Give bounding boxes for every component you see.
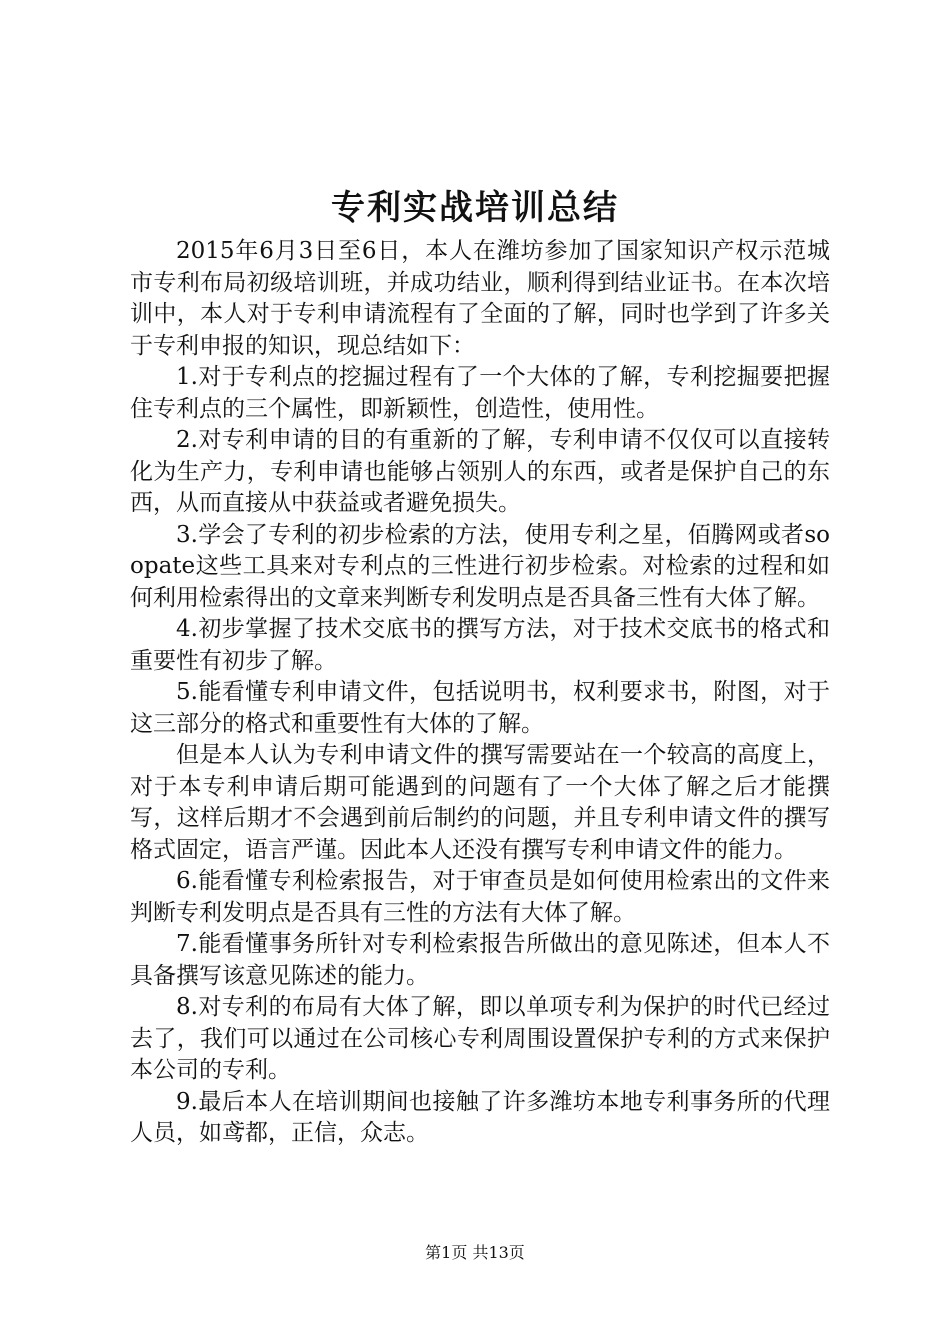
paragraph: 但是本人认为专利申请文件的撰写需要站在一个较高的高度上，对于本专利申请后期可能遇到的问题有了一个大体了解之后才能撰写，这样后期才不会遇到前后制约的问题，并且专利申请文件的撰写格式固定，语言严谨。因此本人还没有撰写专利申请文件的能力。 [130,742,830,863]
paragraph: 8.对专利的布局有大体了解，即以单项专利为保护的时代已经过去了，我们可以通过在公司核心专利周围设置保护专利的方式来保护本公司的专利。 [130,994,830,1083]
paragraph: 3.学会了专利的初步检索的方法，使用专利之星，佰腾网或者soopate这些工具来对专利点的三性进行初步检索。对检索的过程和如何利用检索得出的文章来判断专利发明点是否具备三性有大体了解。 [130,521,830,611]
paragraph: 2.对专利申请的目的有重新的了解，专利申请不仅仅可以直接转化为生产力，专利申请也能够占领别人的东西，或者是保护自己的东西，从而直接从中获益或者避免损失。 [130,427,830,516]
paragraph: 4.初步掌握了技术交底书的撰写方法，对于技术交底书的格式和重要性有初步了解。 [130,616,830,674]
paragraph: 9.最后本人在培训期间也接触了许多潍坊本地专利事务所的代理人员，如鸢都，正信，众志。 [130,1088,830,1146]
paragraph: 6.能看懂专利检索报告，对于审查员是如何使用检索出的文件来判断专利发明点是否具有三性的方法有大体了解。 [130,868,830,926]
paragraph: 5.能看懂专利申请文件，包括说明书，权利要求书，附图，对于这三部分的格式和重要性有大体的了解。 [130,679,830,737]
paragraph: 2015年6月3日至6日，本人在潍坊参加了国家知识产权示范城市专利布局初级培训班，并成功结业，顺利得到结业证书。在本次培训中，本人对于专利申请流程有了全面的了解，同时也学到了许多关于专利申报的知识，现总结如下： [130,238,830,359]
document-title: 专利实战培训总结 [331,188,619,228]
page-footer: 第1页 共13页 [425,1243,525,1262]
paragraph: 7.能看懂事务所针对专利检索报告所做出的意见陈述，但本人不具备撰写该意见陈述的能力。 [130,931,830,989]
document-body [130,236,830,1150]
paragraph: 1.对于专利点的挖掘过程有了一个大体的了解，专利挖掘要把握住专利点的三个属性，即新颖性，创造性，使用性。 [130,364,830,422]
